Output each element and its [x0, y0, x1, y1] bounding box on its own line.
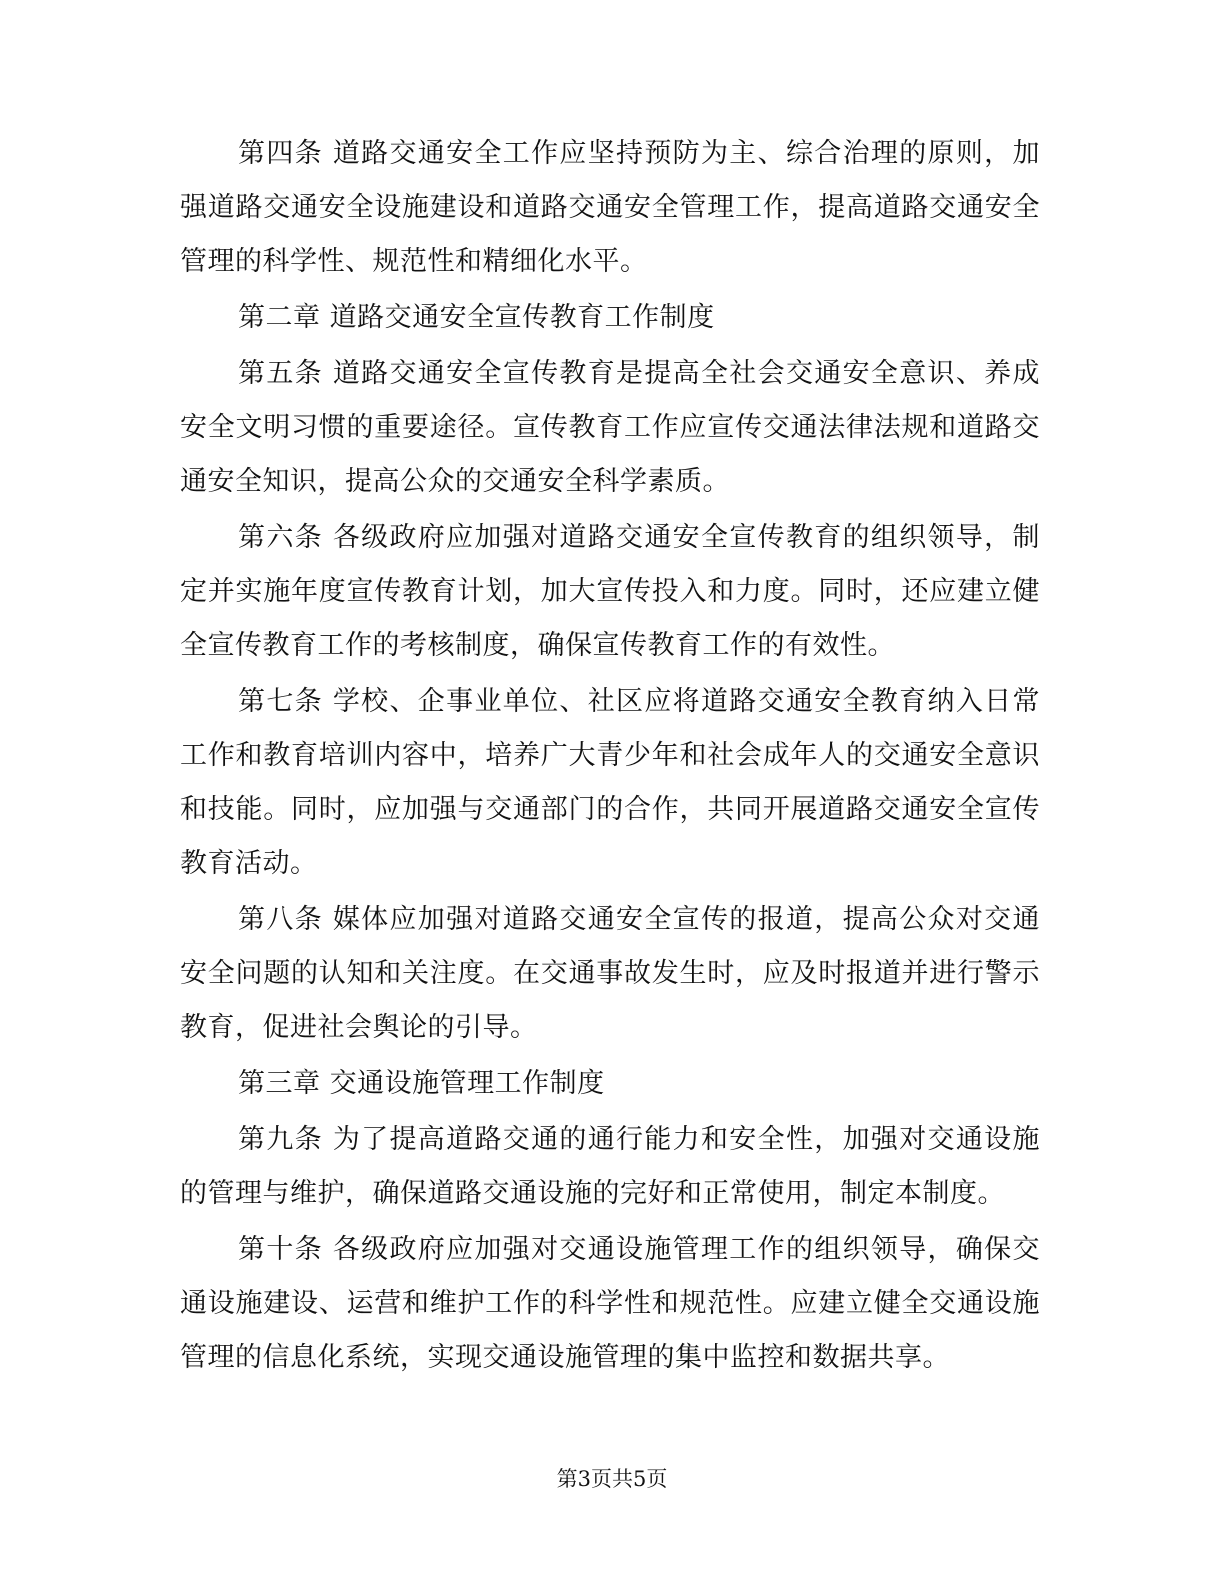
page-number-footer: 第3页共5页	[556, 1467, 668, 1491]
article-9: 第九条 为了提高道路交通的通行能力和安全性，加强对交通设施的管理与维护，确保道路交通设施的完好和正常使用，制定本制度。	[180, 1124, 1040, 1209]
article-8: 第八条 媒体应加强对道路交通安全宣传的报道，提高公众对交通安全问题的认知和关注度。在交通事故发生时，应及时报道并进行警示教育，促进社会舆论的引导。	[180, 904, 1040, 1043]
article-7: 第七条 学校、企事业单位、社区应将道路交通安全教育纳入日常工作和教育培训内容中，培养广大青少年和社会成年人的交通安全意识和技能。同时，应加强与交通部门的合作，共同开展道路交通安全宣传教育活动。	[180, 686, 1040, 879]
chapter-3-heading: 第三章 交通设施管理工作制度	[238, 1068, 605, 1099]
article-5: 第五条 道路交通安全宣传教育是提高全社会交通安全意识、养成安全文明习惯的重要途径。宣传教育工作应宣传交通法律法规和道路交通安全知识，提高公众的交通安全科学素质。	[180, 358, 1040, 497]
article-4: 第四条 道路交通安全工作应坚持预防为主、综合治理的原则，加强道路交通安全设施建设和道路交通安全管理工作，提高道路交通安全管理的科学性、规范性和精细化水平。	[180, 138, 1040, 277]
chapter-2-heading: 第二章 道路交通安全宣传教育工作制度	[238, 302, 715, 333]
article-10: 第十条 各级政府应加强对交通设施管理工作的组织领导，确保交通设施建设、运营和维护工作的科学性和规范性。应建立健全交通设施管理的信息化系统，实现交通设施管理的集中监控和数据共享。	[180, 1234, 1040, 1373]
article-6: 第六条 各级政府应加强对道路交通安全宣传教育的组织领导，制定并实施年度宣传教育计划，加大宣传投入和力度。同时，还应建立健全宣传教育工作的考核制度，确保宣传教育工作的有效性。	[180, 522, 1040, 661]
document-body	[180, 127, 1040, 1387]
